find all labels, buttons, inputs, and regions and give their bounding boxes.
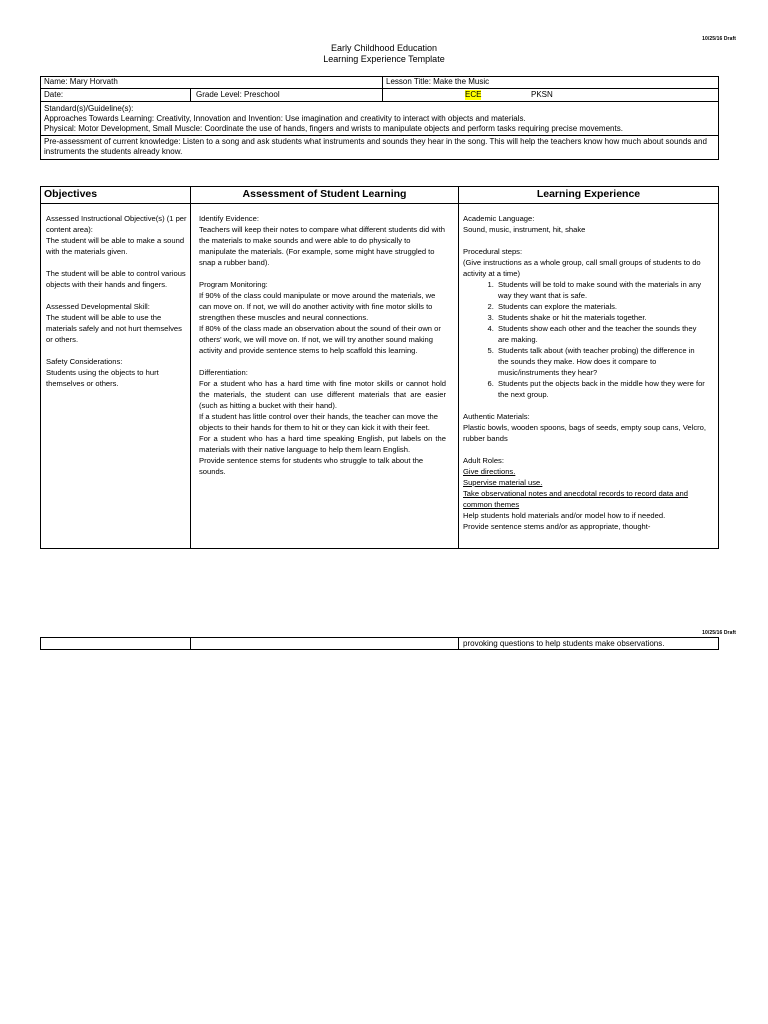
column-header-assessment: Assessment of Student Learning [191, 187, 459, 204]
differentiation-text-1: For a student who has a hard time with fine motor skills or cannot hold the materials, the student can use different materials that are easier (such as hitting a bucket with their hand). [199, 379, 446, 410]
procedural-steps-intro: (Give instructions as a whole group, call small groups of students to do activity at a time) [463, 258, 701, 278]
safety-text: Students using the objects to hurt themselves or others. [46, 368, 159, 388]
adult-role-4: Help students hold materials and/or model how to if needed. [463, 511, 666, 520]
continuation-table [40, 637, 719, 650]
monitoring-text-1: If 90% of the class could manipulate or move around the materials, we can move on. If not, we will do another activity with fine motor skills to strengthen these muscles and neural connections. [199, 291, 436, 322]
continuation-experience-cell: provoking questions to help students make observations. [459, 638, 719, 650]
document-subtitle: Learning Experience Template [323, 54, 445, 64]
objectives-cell [41, 204, 191, 549]
standards-cell [41, 102, 719, 136]
developmental-skill-text: The student will be able to use the materials safely and not hurt themselves or others. [46, 313, 182, 344]
document-title: Early Childhood Education [330, 43, 438, 53]
safety-label: Safety Considerations: [46, 357, 123, 366]
procedural-steps-label: Procedural steps: [463, 247, 523, 256]
procedural-step: 2. Students can explore the materials. [496, 301, 706, 312]
lesson-plan-table [40, 186, 719, 549]
evidence-label: Identify Evidence: [199, 214, 259, 223]
academic-language-label: Academic Language: [463, 214, 535, 223]
procedural-step: 6. Students put the objects back in the middle how they were for the next group. [496, 378, 706, 400]
assessment-cell [191, 204, 459, 549]
instructional-objectives-label: Assessed Instructional Objective(s) (1 per content area): [46, 214, 187, 234]
adult-roles-label: Adult Roles: [463, 456, 504, 465]
differentiation-label: Differentiation: [199, 368, 248, 377]
continuation-objectives-cell [41, 638, 191, 650]
differentiation-text-3: For a student who has a hard time speaking English, put labels on the materials with their native language to help them learn English. [199, 434, 446, 454]
program-cell [383, 89, 719, 102]
draft-label-page-2: 10/25/16 Draft [702, 630, 736, 636]
evidence-text: Teachers will keep their notes to compare what different students did with the materials to make sounds and were able to do physically to manipulate the materials. (For example, some might have struggled to snap a rubber band). [199, 225, 445, 267]
academic-language-text: Sound, music, instrument, hit, shake [463, 225, 586, 234]
developmental-skill-label: Assessed Developmental Skill: [46, 302, 150, 311]
differentiation-text-4: Provide sentence stems for students who struggle to talk about the sounds. [199, 456, 424, 476]
name-cell: Name: Mary Horvath [41, 77, 383, 89]
standards-label: Standard(s)/Guideline(s): [44, 104, 134, 113]
grade-level: Grade Level: Preschool [196, 90, 280, 99]
procedural-step: 3. Students shake or hit the materials together. [496, 312, 706, 323]
procedural-steps-list [463, 279, 706, 400]
continuation-assessment-cell [191, 638, 459, 650]
procedural-step: 1. Students will be told to make sound with the materials in any way they want that is safe. [496, 279, 706, 301]
column-header-experience: Learning Experience [459, 187, 719, 204]
draft-label: 10/25/16 Draft [702, 36, 736, 42]
adult-role-2: Supervise material use. [463, 478, 543, 487]
date-grade-cell [41, 89, 383, 102]
adult-role-3: Take observational notes and anecdotal records to record data and common themes [463, 489, 689, 509]
monitoring-text-2: If 80% of the class made an observation about the sound of their own or others' work, we will move on. If not, we will try another sound making activity and provide sentence stems to help scaffold this learning. [199, 324, 441, 355]
standard-physical: Physical: Motor Development, Small Muscle: Coordinate the use of hands, fingers and wrists to manipulate objects and perform tasks requiring precise movements. [44, 124, 623, 133]
authentic-materials-label: Authentic Materials: [463, 412, 530, 421]
date-label: Date: [44, 90, 64, 99]
authentic-materials-text: Plastic bowls, wooden spoons, bags of seeds, empty soup cans, Velcro, rubber bands [463, 423, 706, 443]
lesson-title-cell: Lesson Title: Make the Music [383, 77, 719, 89]
instructional-objective-2: The student will be able to control various objects with their hands and fingers. [46, 269, 186, 289]
adult-role-5: Provide sentence stems and/or as appropriate, thought- [463, 522, 651, 531]
adult-role-1: Give directions. [463, 467, 516, 476]
pre-assessment-cell: Pre-assessment of current knowledge: Listen to a song and ask students what instruments and sounds they hear in the song. This will help the teachers know how much about sounds and instruments the students already know. [41, 136, 719, 160]
column-header-objectives: Objectives [41, 187, 191, 204]
lesson-info-table [40, 76, 719, 160]
program-ece-highlight: ECE [465, 90, 482, 99]
experience-cell [459, 204, 719, 549]
monitoring-label: Program Monitoring: [199, 280, 268, 289]
differentiation-text-2: If a student has little control over their hands, the teacher can move the objects to their hands for them to hit or they can kick it with their feet. [199, 412, 438, 432]
program-pksn: PKSN [531, 90, 553, 99]
procedural-step: 5. Students talk about (with teacher probing) the difference in the sounds they make. How does it compare to music/instruments they hear? [496, 345, 706, 378]
procedural-step: 4. Students show each other and the teacher the sounds they are making. [496, 323, 706, 345]
instructional-objective-1: The student will be able to make a sound with the materials given. [46, 236, 185, 256]
standard-approaches: Approaches Towards Learning: Creativity, Innovation and Invention: Use imagination and creativity to interact with objects and materials. [44, 114, 526, 123]
